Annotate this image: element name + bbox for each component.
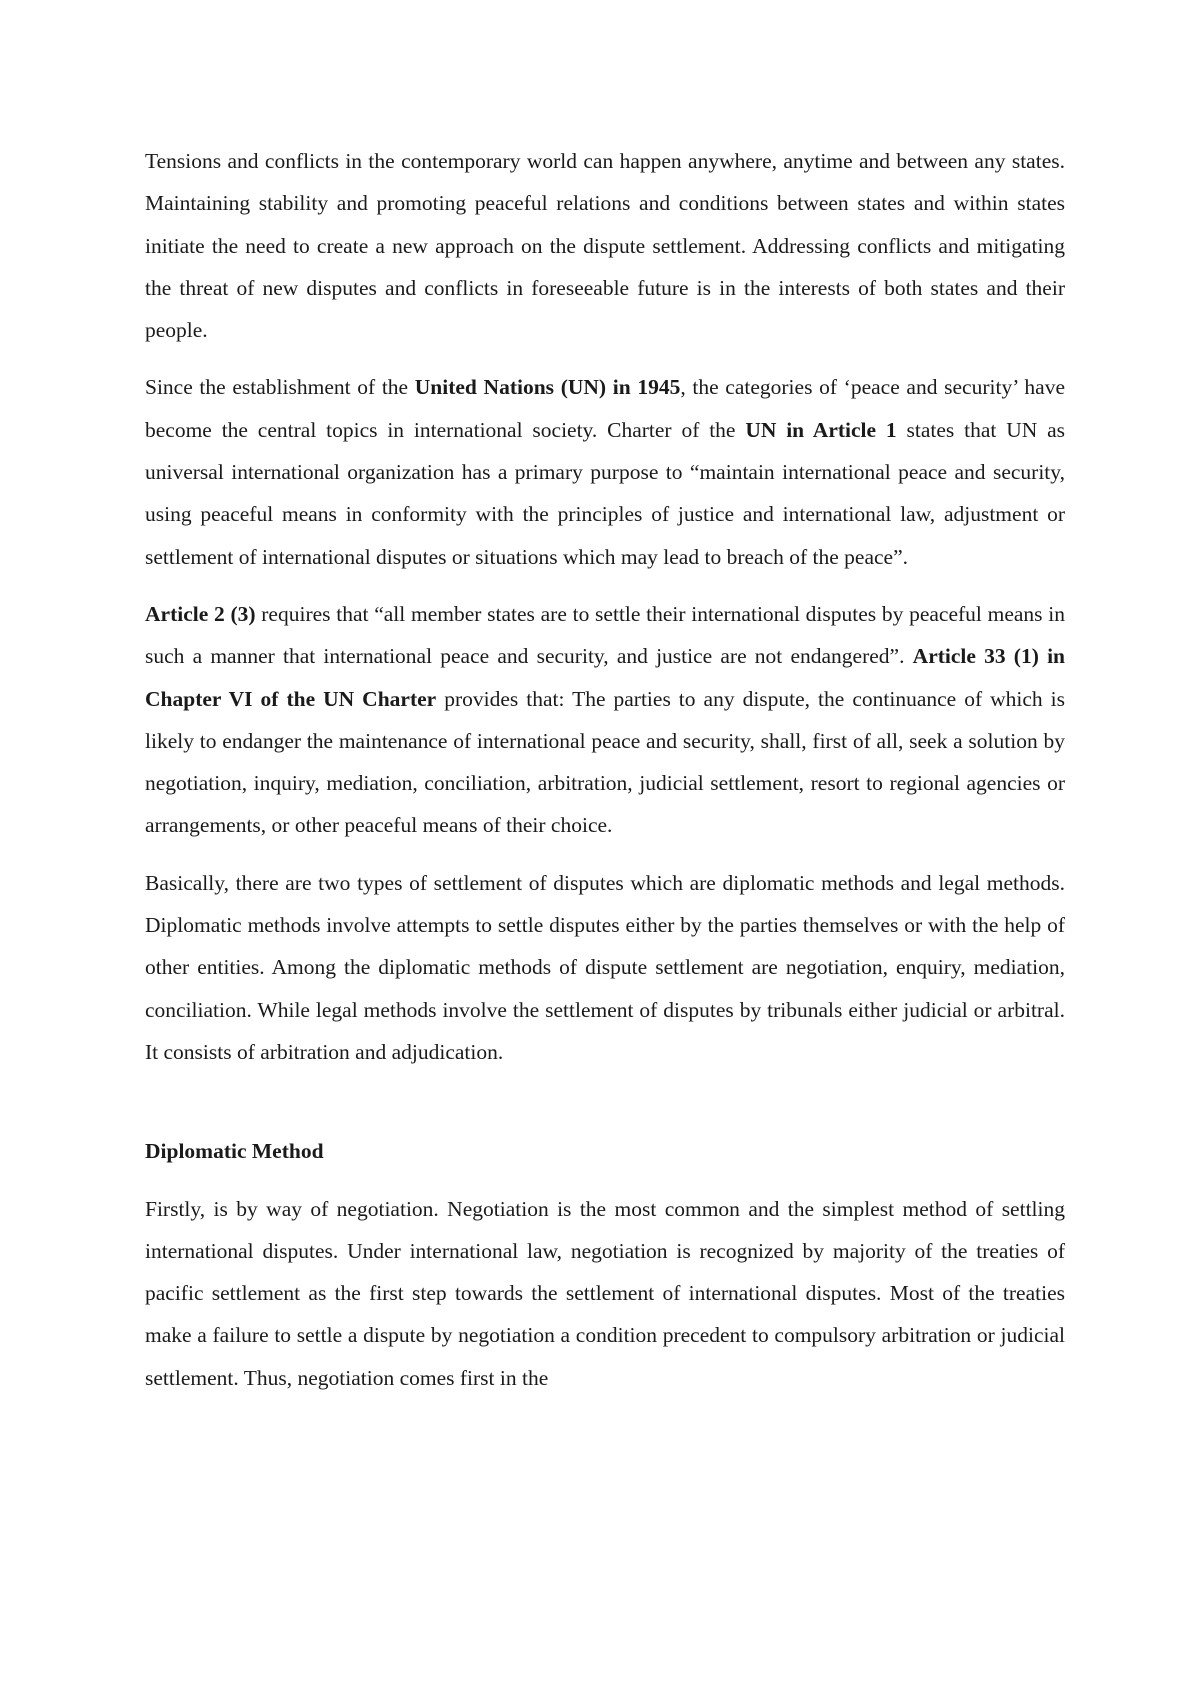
paragraph-article-2-3 <box>145 593 1065 847</box>
paragraph-un-establishment <box>145 366 1065 577</box>
text-run: Since the establishment of the <box>145 375 415 400</box>
text-run: states that UN as universal international organization has a primary purpose to “maintain international peace and security, using peaceful means in conformity with the principles of justice and international law, adjustment or settlement of international disputes or situations which may lead to breach of the peace”. <box>145 417 1066 569</box>
text-run: requires that “all member states are to settle their international disputes by peaceful means in such a manner that international peace and security, and justice are not endangered”. <box>145 601 1065 669</box>
bold-article-33: Article 33 (1) in Chapter VI of the UN Charter <box>145 644 1066 711</box>
document-page <box>145 140 1065 1414</box>
text-run: provides that: The parties to any dispute, the continuance of which is likely to endanger the maintenance of international peace and security, shall, first of all, seek a solution by negotiation, inquiry, mediation, conciliation, arbitration, judicial settlement, resort to regional agencies or arrangements, or other peaceful means of their choice. <box>145 686 1065 838</box>
bold-article-2-3: Article 2 (3) <box>145 601 256 626</box>
paragraph-settlement-types: Basically, there are two types of settlement of disputes which are diplomatic methods and legal methods. Diplomatic methods involve attempts to settle disputes either by the parties themselves or with the help of other entities. Among the diplomatic methods of dispute settlement are negotiation, enquiry, mediation, conciliation. While legal methods involve the settlement of disputes by tribunals either judicial or arbitral. It consists of arbitration and adjudication. <box>145 870 1065 1064</box>
bold-un-1945: United Nations (UN) in 1945 <box>414 375 681 400</box>
bold-un-article-1: UN in Article 1 <box>745 417 897 442</box>
paragraph-negotiation: Firstly, is by way of negotiation. Negotiation is the most common and the simplest method of settling international disputes. Under international law, negotiation is recognized by majority of the treaties of pacific settlement as the first step towards the settlement of international disputes. Most of the treaties make a failure to settle a dispute by negotiation a condition precedent to compulsory arbitration or judicial settlement. Thus, negotiation comes first in the <box>145 1196 1065 1390</box>
section-heading-diplomatic-method: Diplomatic Method <box>145 1139 324 1164</box>
text-run: , the categories of ‘peace and security’ have become the central topics in international society. Charter of the <box>145 375 1066 442</box>
paragraph-intro: Tensions and conflicts in the contemporary world can happen anywhere, anytime and between any states. Maintaining stability and promoting peaceful relations and conditions between states and within states initiate the need to create a new approach on the dispute settlement. Addressing conflicts and mitigating the threat of new disputes and conflicts in foreseeable future is in the interests of both states and their people. <box>145 149 1065 343</box>
